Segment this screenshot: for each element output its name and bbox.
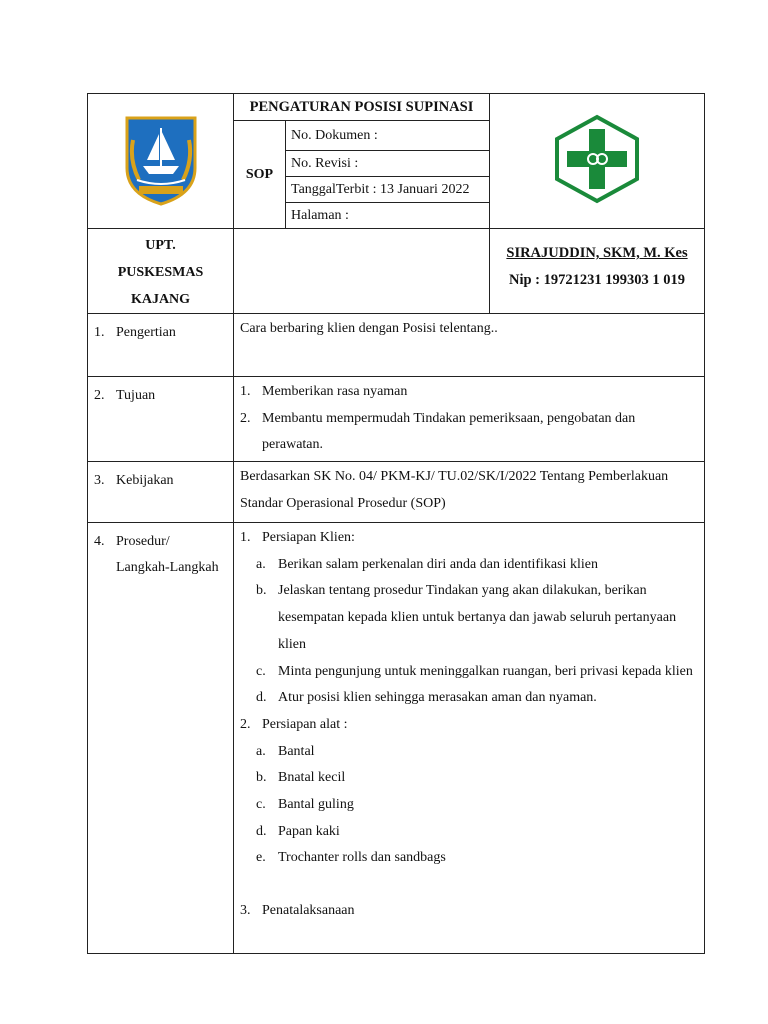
pengertian-text: Cara berbaring klien dengan Posisi telentang.. bbox=[240, 321, 498, 336]
list-text: Bantal bbox=[278, 743, 315, 759]
list-text: Minta pengunjung untuk meninggalkan ruangan, beri privasi kepada klien bbox=[278, 663, 693, 679]
section-title: Kebijakan bbox=[116, 473, 174, 488]
list-letter: d. bbox=[256, 690, 267, 706]
list-number: 1. bbox=[240, 384, 251, 399]
kebijakan-text: Berdasarkan SK No. 04/ PKM-KJ/ TU.02/SK/I/2022 Tentang Pemberlakuan Standar Operasional Prosedur (SOP) bbox=[240, 469, 669, 511]
section-title: Prosedur/ bbox=[116, 534, 170, 549]
list-letter: c. bbox=[256, 663, 266, 679]
list-number: 2. bbox=[240, 716, 251, 732]
list-text: Papan kaki bbox=[278, 823, 340, 839]
list-text: Bantal guling bbox=[278, 797, 354, 813]
list-text: Jelaskan tentang prosedur Tindakan yang akan dilakukan, berikan kesempatan kepada klien untuk bertanya dan jawab seluruh pertanyaan klien bbox=[278, 583, 677, 652]
list-item bbox=[240, 819, 698, 846]
section-title: Pengertian bbox=[116, 325, 176, 340]
section-title: Tujuan bbox=[116, 388, 156, 403]
signatory-nip: Nip : 19721231 199303 1 019 bbox=[508, 272, 686, 288]
list-item bbox=[240, 406, 698, 459]
list-text: Bnatal kecil bbox=[278, 770, 346, 786]
sop-label: SOP bbox=[234, 121, 286, 229]
section-content-prosedur bbox=[234, 523, 705, 954]
step-title: Persiapan alat : bbox=[262, 716, 348, 732]
step-heading bbox=[240, 898, 698, 925]
signatory-cell bbox=[490, 229, 705, 314]
list-item bbox=[240, 792, 698, 819]
meta-issue-date: TanggalTerbit : 13 Januari 2022 bbox=[286, 177, 490, 203]
unit-line-1: UPT. bbox=[145, 238, 176, 253]
list-text: Trochanter rolls dan sandbags bbox=[278, 850, 446, 866]
empty-cell bbox=[234, 229, 490, 314]
meta-revision-number: No. Revisi : bbox=[286, 151, 490, 177]
list-item bbox=[240, 552, 698, 579]
list-letter: c. bbox=[256, 797, 266, 813]
right-logo-cell bbox=[490, 94, 705, 229]
unit-line-2: PUSKESMAS bbox=[117, 265, 204, 280]
step-title: Persiapan Klien: bbox=[262, 530, 355, 545]
puskesmas-cross-icon bbox=[553, 113, 641, 205]
list-letter: a. bbox=[256, 743, 266, 759]
list-item bbox=[240, 845, 698, 872]
list-item bbox=[240, 578, 698, 658]
sop-table bbox=[87, 93, 705, 954]
list-text: Membantu mempermudah Tindakan pemeriksaan, pengobatan dan perawatan. bbox=[262, 410, 636, 453]
section-number: 1. bbox=[94, 325, 105, 340]
list-text: Atur posisi klien sehingga merasakan aman dan nyaman. bbox=[278, 690, 597, 706]
section-title-line-2: Langkah-Langkah bbox=[116, 560, 219, 575]
section-label-prosedur bbox=[88, 523, 234, 954]
section-label-kebijakan bbox=[88, 462, 234, 523]
list-letter: b. bbox=[256, 770, 267, 786]
meta-page: Halaman : bbox=[286, 203, 490, 229]
step-title: Penatalaksanaan bbox=[262, 903, 355, 919]
list-text: Memberikan rasa nyaman bbox=[262, 384, 408, 399]
list-letter: d. bbox=[256, 823, 267, 839]
section-number: 3. bbox=[94, 473, 105, 488]
unit-line-3: KAJANG bbox=[130, 292, 191, 307]
left-logo-cell bbox=[88, 94, 234, 229]
document-title: PENGATURAN POSISI SUPINASI bbox=[234, 94, 490, 121]
list-item bbox=[240, 379, 698, 406]
section-content-kebijakan bbox=[234, 462, 705, 523]
list-item bbox=[240, 765, 698, 792]
list-item bbox=[240, 659, 698, 686]
section-label-pengertian bbox=[88, 314, 234, 377]
meta-document-number: No. Dokumen : bbox=[286, 121, 490, 151]
step-heading bbox=[240, 525, 698, 552]
list-number: 1. bbox=[240, 530, 251, 545]
section-number: 4. bbox=[94, 534, 105, 549]
section-number: 2. bbox=[94, 388, 105, 403]
list-letter: e. bbox=[256, 850, 266, 866]
list-letter: b. bbox=[256, 583, 267, 599]
list-item bbox=[240, 685, 698, 712]
section-label-tujuan bbox=[88, 377, 234, 462]
section-content-pengertian bbox=[234, 314, 705, 377]
step-heading bbox=[240, 712, 698, 739]
list-letter: a. bbox=[256, 556, 266, 572]
list-number: 2. bbox=[240, 410, 251, 426]
unit-name-cell bbox=[88, 229, 234, 314]
list-text: Berikan salam perkenalan diri anda dan identifikasi klien bbox=[278, 556, 598, 572]
section-content-tujuan bbox=[234, 377, 705, 462]
signatory-name: SIRAJUDDIN, SKM, M. Kes bbox=[506, 245, 688, 261]
spacer bbox=[240, 872, 698, 898]
sop-document bbox=[87, 93, 704, 954]
regency-emblem-icon bbox=[121, 110, 201, 208]
list-number: 3. bbox=[240, 903, 251, 919]
list-item bbox=[240, 739, 698, 766]
